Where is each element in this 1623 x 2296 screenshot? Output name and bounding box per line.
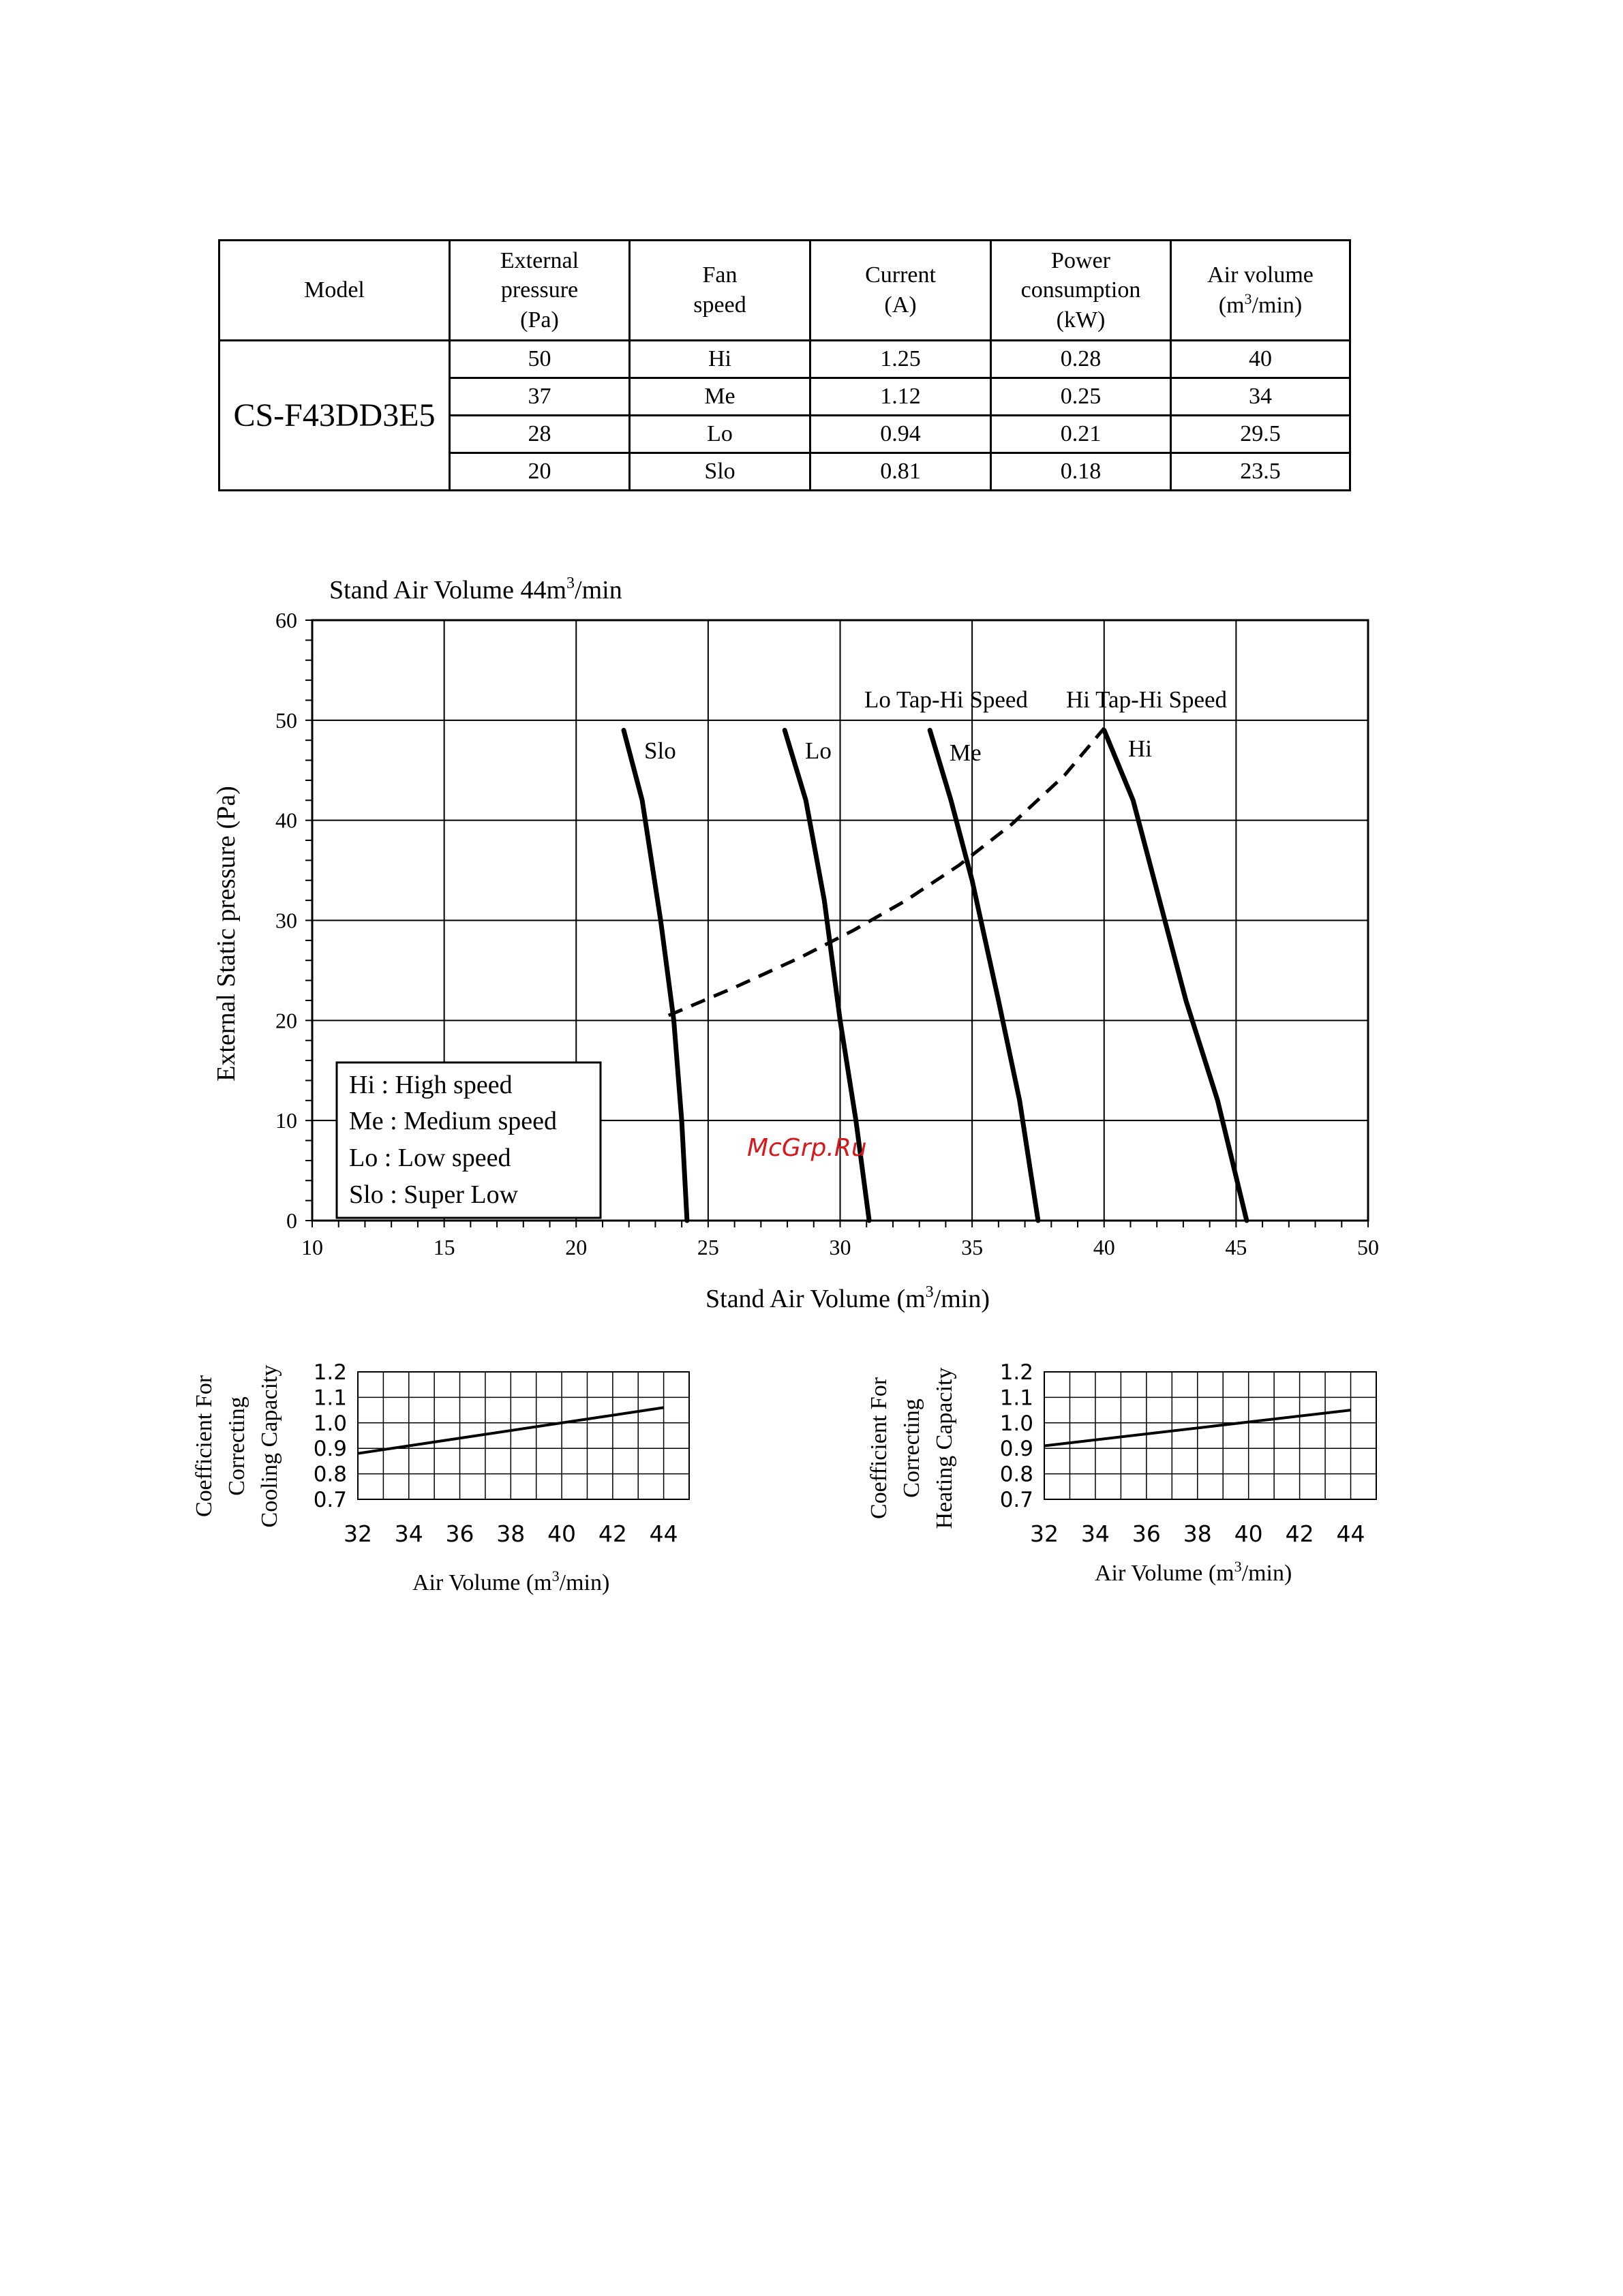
pressure-cell: 20 [450,453,630,491]
y-tick-label: 1.2 [999,1360,1033,1385]
curve-label-lo: Lo [805,737,832,764]
y-tick-label: 40 [275,808,297,833]
header-power-line: Power [1051,247,1110,273]
fan-performance-chart [212,575,1379,1313]
air-volume-cell: 40 [1171,341,1350,378]
plot-frame [1044,1372,1376,1499]
x-tick-label: 15 [433,1235,455,1259]
heating-coefficient-chart [866,1360,1376,1586]
y-tick-label: 1.0 [999,1411,1033,1436]
heating-grid [1044,1372,1376,1499]
header-current-line: (A) [884,292,917,318]
header-pressure-line: pressure [500,277,579,303]
header-air-line: Air volume [1207,262,1314,288]
annotation-hi-tap: Hi Tap-Hi Speed [1066,686,1228,713]
y-tick-label: 0.9 [999,1437,1033,1462]
y-tick-label: 60 [275,608,297,632]
main-series [624,729,1247,1221]
header-fan-line: Fan [702,262,738,288]
x-tick-label: 42 [1285,1520,1314,1547]
legend-item-me: Me : Medium speed [349,1107,558,1135]
y-tick-label: 0.9 [313,1437,347,1462]
x-tick-label: 38 [496,1520,526,1547]
y-tick-label: 50 [275,707,297,733]
main-y-axis-label: External Static pressure (Pa) [212,786,241,1082]
y-tick-label: 0.8 [999,1462,1033,1487]
x-tick-label: 10 [301,1235,323,1259]
x-tick-label: 40 [1093,1235,1115,1259]
main-x-tick-labels [301,1235,1379,1259]
legend-item-hi: Hi : High speed [349,1071,513,1099]
current-cell: 1.25 [810,341,991,378]
y-tick-label: 10 [275,1108,297,1133]
legend-item-lo: Lo : Low speed [349,1144,511,1172]
curve-label-hi: Hi [1128,735,1152,762]
cooling-y-label-line: Correcting [224,1396,249,1496]
main-legend [337,1062,601,1218]
heating-x-tick-labels [1030,1520,1365,1547]
cooling-y-label-line: Coefficient For [192,1375,217,1518]
legend-item-slo: Slo : Super Low [349,1180,519,1209]
heating-x-axis-label: Air Volume $(m^3/\min)$ [1095,1558,1292,1586]
x-tick-label: 42 [598,1520,627,1547]
x-tick-label: 50 [1357,1235,1379,1259]
header-power-line: (kW) [1056,307,1106,333]
x-tick-label: 32 [344,1520,372,1547]
header-pressure-line: (Pa) [520,307,559,333]
air-volume-cell: 34 [1171,378,1350,416]
slo-curve [624,731,687,1221]
air-unit-post: /min) [1252,292,1303,318]
power-cell: 0.18 [991,453,1171,491]
current-cell: 0.81 [810,453,991,491]
y-tick-label: 1.1 [313,1386,347,1411]
y-tick-label: 0.7 [999,1488,1033,1512]
power-cell: 0.25 [991,378,1171,416]
x-tick-label: 30 [829,1235,851,1259]
pressure-cell: 37 [450,378,630,416]
heating-y-tick-labels [1000,1360,1033,1512]
y-tick-label: 0 [286,1208,297,1233]
cooling-x-tick-labels [344,1520,678,1547]
x-tick-label: 36 [445,1520,474,1547]
heating-y-label-line: Coefficient For [866,1377,892,1520]
header-fan-line: speed [693,292,746,318]
main-chart-title: Stand Air Volume $44m^3/\min$ [329,575,622,604]
main-y-tick-labels [275,608,297,1233]
y-tick-label: 0.8 [313,1462,347,1487]
x-tick-label: 35 [961,1235,984,1259]
x-tick-label: 34 [394,1520,423,1547]
x-tick-label: 44 [1336,1520,1365,1547]
heating-y-label-line: Correcting [899,1398,924,1498]
model-cell: CS-F43DD3E5 [219,341,450,491]
y-tick-label: 1.0 [313,1411,347,1436]
fan-speed-cell: Slo [630,453,810,491]
current-cell: 1.12 [810,378,991,416]
curve-label-slo: Slo [644,737,676,764]
pressure-cell: 28 [450,416,630,453]
power-cell: 0.21 [991,416,1171,453]
header-model: Model [219,241,450,341]
main-x-axis-label: Stand Air Volume $(m^3/\min)$ [706,1283,990,1313]
air-unit-base: (m [1218,292,1245,318]
annotation-lo-tap: Lo Tap-Hi Speed [864,686,1028,713]
current-cell: 0.94 [810,416,991,453]
plot-frame [358,1372,689,1499]
y-tick-label: 30 [275,908,297,933]
cooling-coefficient-chart [192,1360,689,1595]
me-curve [930,731,1038,1221]
air-volume-cell: 29.5 [1171,416,1350,453]
x-tick-label: 25 [697,1235,719,1259]
x-tick-label: 38 [1183,1520,1212,1547]
x-tick-label: 36 [1132,1520,1161,1547]
y-tick-label: 1.1 [999,1386,1033,1411]
fan-speed-cell: Hi [630,341,810,378]
air-volume-cell: 23.5 [1171,453,1350,491]
curve-label-me: Me [950,739,982,766]
power-cell: 0.28 [991,341,1171,378]
fan-speed-cell: Me [630,378,810,416]
x-tick-label: 44 [649,1520,678,1547]
header-current-line: Current [865,262,936,288]
cooling-y-tick-labels [314,1360,347,1512]
hi-curve [1104,731,1247,1221]
x-tick-label: 20 [565,1235,588,1259]
cooling-x-axis-label: Air Volume $(m^3/\min)$ [412,1567,610,1595]
fan-speed-cell: Lo [630,416,810,453]
cooling-grid [358,1372,689,1499]
tap-dashed-line [669,729,1104,1015]
x-tick-label: 45 [1225,1235,1247,1259]
x-tick-label: 34 [1080,1520,1110,1547]
watermark: McGrp.Ru [747,1134,867,1162]
y-tick-label: 20 [275,1008,297,1033]
x-tick-label: 32 [1030,1520,1059,1547]
header-power-line: consumption [1020,277,1141,303]
air-unit-sup: 3 [1244,290,1252,308]
header-pressure-line: External [500,247,579,273]
heating-y-label-line: Heating Capacity [932,1367,957,1529]
pressure-cell: 50 [450,341,630,378]
y-tick-label: 1.2 [313,1360,347,1385]
x-tick-label: 40 [547,1520,577,1547]
cooling-y-label-line: Cooling Capacity [257,1364,282,1528]
x-tick-label: 40 [1234,1520,1263,1547]
y-tick-label: 0.7 [313,1488,347,1512]
